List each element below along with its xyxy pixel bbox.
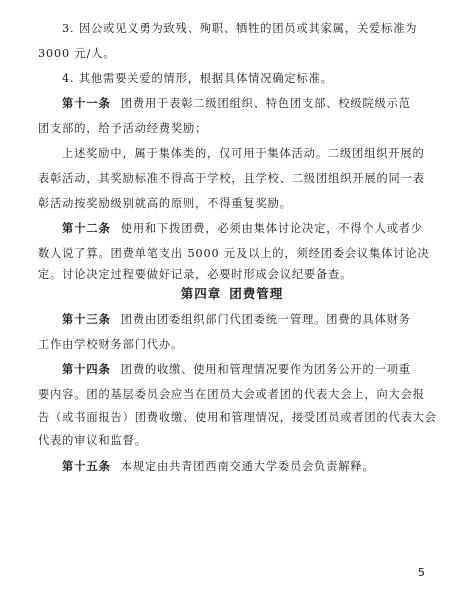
article-12-line-3: 定。讨论决定过程要做好记录，必要时形成会议纪要备查。 — [38, 268, 353, 281]
article-13-label: 第十三条 — [62, 313, 111, 326]
article-15-label: 第十五条 — [62, 460, 111, 473]
article-15-line-1 — [62, 460, 428, 474]
article-13-line-2: 工作由学校财务部门代办。 — [38, 338, 184, 351]
paragraph-4-line-1: 4. 其他需要关爱的情形，根据具体情况确定标准。 — [62, 72, 333, 85]
article-11-line-2: 团支部的，给予活动经费奖励； — [38, 122, 208, 135]
paragraph-3-line-1: 3. 因公或见义勇为致残、殉职、牺牲的团员或其家属，关爱标准为 — [62, 22, 418, 35]
article-15-text-1: 本规定由共青团西南交通大学委员会负责解释。 — [120, 460, 375, 473]
article-14-line-2: 要内容。团的基层委员会应当在团员大会或者团的代表大会上，向大会报 — [38, 388, 425, 401]
page-number: 5 — [418, 566, 425, 579]
article-12-text-1: 使用和下拨团费，必须由集体讨论决定，不得个人或者少 — [120, 222, 423, 235]
article-14-text-1: 团费的收缴、使用和管理情况要作为团务公开的一项重 — [120, 363, 411, 376]
chapter-4-title: 团费管理 — [229, 286, 284, 301]
article-14-label: 第十四条 — [62, 363, 111, 376]
reward-note-line-2: 表彰活动，其奖励标准不得高于学校，且学校、二级团组织开展的同一表 — [38, 172, 425, 185]
article-11-line-1 — [62, 97, 428, 111]
article-11-label: 第十一条 — [62, 97, 111, 110]
article-12-label: 第十二条 — [62, 222, 111, 235]
reward-note-line-3: 彰活动按奖励级别就高的原则，不得重复奖励。 — [38, 197, 292, 210]
paragraph-3-line-2: 3000 元/人。 — [38, 47, 116, 60]
chapter-4-heading — [0, 286, 464, 302]
reward-note-line-1: 上述奖励中，属于集体类的，仅可用于集体活动。二级团组织开展的 — [62, 147, 425, 160]
article-14-line-1 — [62, 363, 428, 377]
article-12-line-1 — [62, 222, 428, 236]
article-13-text-1: 团费由团委组织部门代团委统一管理。团费的具体财务 — [120, 313, 411, 326]
article-14-line-3: 告（或书面报告）团费收缴、使用和管理情况，接受团员或者团的代表大会 — [38, 411, 437, 424]
article-14-line-4: 代表的审议和监督。 — [38, 434, 147, 447]
chapter-4-number: 第四章 — [180, 286, 222, 301]
article-12-line-2: 数人说了算。团费单笔支出 5000 元及以上的，须经团委会议集体讨论决 — [38, 247, 430, 260]
article-13-line-1 — [62, 313, 428, 327]
article-11-text-1: 团费用于表彰二级团组织、特色团支部、校级院级示范 — [120, 97, 411, 110]
